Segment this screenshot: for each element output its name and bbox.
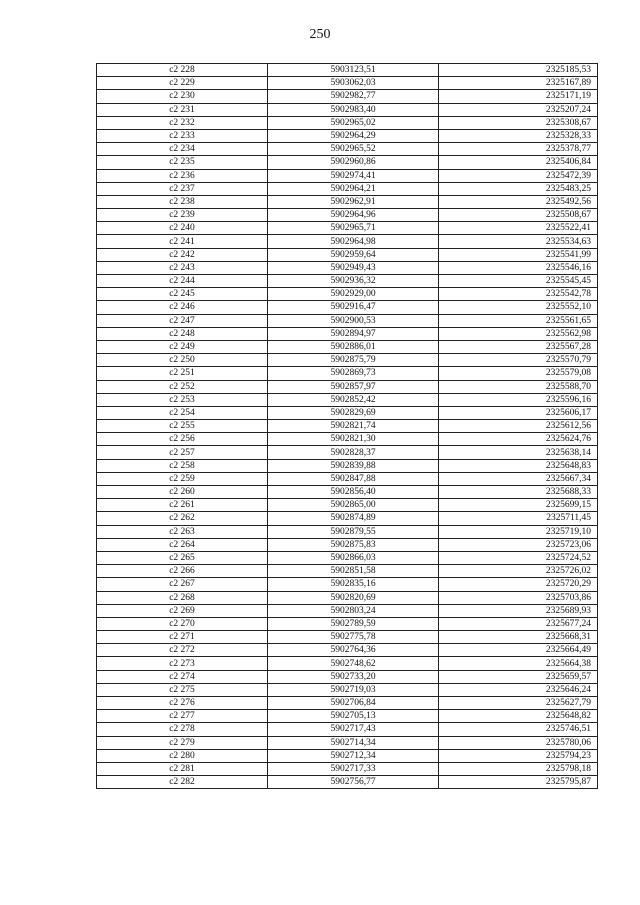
point-id-cell: с2 266 [97,565,268,578]
y-coordinate-cell: 2325664,38 [439,657,598,670]
table-row [97,393,598,406]
table-row [97,406,598,419]
point-id-cell: с2 228 [97,64,268,77]
y-coordinate-cell: 2325552,10 [439,301,598,314]
x-coordinate-cell: 5902821,74 [268,420,439,433]
point-id-cell: с2 244 [97,275,268,288]
table-row [97,77,598,90]
x-coordinate-cell: 5903062,03 [268,77,439,90]
table-row [97,486,598,499]
x-coordinate-cell: 5902869,73 [268,367,439,380]
y-coordinate-cell: 2325570,79 [439,354,598,367]
x-coordinate-cell: 5902962,91 [268,195,439,208]
point-id-cell: с2 278 [97,723,268,736]
y-coordinate-cell: 2325606,17 [439,406,598,419]
y-coordinate-cell: 2325724,52 [439,551,598,564]
point-id-cell: с2 279 [97,736,268,749]
point-id-cell: с2 245 [97,288,268,301]
y-coordinate-cell: 2325561,65 [439,314,598,327]
table-row [97,420,598,433]
y-coordinate-cell: 2325703,86 [439,591,598,604]
y-coordinate-cell: 2325624,76 [439,433,598,446]
x-coordinate-cell: 5902828,37 [268,446,439,459]
point-id-cell: с2 264 [97,538,268,551]
y-coordinate-cell: 2325638,14 [439,446,598,459]
table-row [97,327,598,340]
table-row [97,762,598,775]
x-coordinate-cell: 5902706,84 [268,697,439,710]
table-row [97,340,598,353]
y-coordinate-cell: 2325612,56 [439,420,598,433]
table-row [97,697,598,710]
point-id-cell: с2 234 [97,143,268,156]
table-row [97,182,598,195]
y-coordinate-cell: 2325406,84 [439,156,598,169]
x-coordinate-cell: 5902857,97 [268,380,439,393]
table-row [97,578,598,591]
x-coordinate-cell: 5902847,88 [268,472,439,485]
x-coordinate-cell: 5902865,00 [268,499,439,512]
y-coordinate-cell: 2325472,39 [439,169,598,182]
y-coordinate-cell: 2325185,53 [439,64,598,77]
y-coordinate-cell: 2325522,41 [439,222,598,235]
point-id-cell: с2 265 [97,551,268,564]
point-id-cell: с2 248 [97,327,268,340]
table-row [97,314,598,327]
y-coordinate-cell: 2325688,33 [439,486,598,499]
point-id-cell: с2 241 [97,235,268,248]
point-id-cell: с2 275 [97,683,268,696]
y-coordinate-cell: 2325596,16 [439,393,598,406]
point-id-cell: с2 237 [97,182,268,195]
x-coordinate-cell: 5902875,83 [268,538,439,551]
table-row [97,103,598,116]
point-id-cell: с2 255 [97,420,268,433]
table-row [97,459,598,472]
x-coordinate-cell: 5902717,43 [268,723,439,736]
x-coordinate-cell: 5902839,88 [268,459,439,472]
y-coordinate-cell: 2325328,33 [439,129,598,142]
point-id-cell: с2 250 [97,354,268,367]
y-coordinate-cell: 2325378,77 [439,143,598,156]
y-coordinate-cell: 2325508,67 [439,209,598,222]
point-id-cell: с2 240 [97,222,268,235]
table-row [97,736,598,749]
y-coordinate-cell: 2325719,10 [439,525,598,538]
table-row [97,156,598,169]
table-row [97,723,598,736]
point-id-cell: с2 242 [97,248,268,261]
x-coordinate-cell: 5903123,51 [268,64,439,77]
y-coordinate-cell: 2325689,93 [439,604,598,617]
x-coordinate-cell: 5902756,77 [268,776,439,789]
table-row [97,565,598,578]
x-coordinate-cell: 5902866,03 [268,551,439,564]
table-row [97,433,598,446]
x-coordinate-cell: 5902965,52 [268,143,439,156]
table-row [97,116,598,129]
coordinates-table [96,63,598,789]
table-row [97,591,598,604]
table-row [97,644,598,657]
point-id-cell: с2 251 [97,367,268,380]
point-id-cell: с2 260 [97,486,268,499]
y-coordinate-cell: 2325723,06 [439,538,598,551]
y-coordinate-cell: 2325545,45 [439,275,598,288]
table-row [97,683,598,696]
point-id-cell: с2 254 [97,406,268,419]
y-coordinate-cell: 2325167,89 [439,77,598,90]
table-row [97,631,598,644]
point-id-cell: с2 230 [97,90,268,103]
table-row [97,90,598,103]
x-coordinate-cell: 5902965,02 [268,116,439,129]
y-coordinate-cell: 2325664,49 [439,644,598,657]
y-coordinate-cell: 2325668,31 [439,631,598,644]
y-coordinate-cell: 2325627,79 [439,697,598,710]
table-row [97,195,598,208]
table-row [97,604,598,617]
point-id-cell: с2 280 [97,749,268,762]
table-row [97,301,598,314]
table-row [97,749,598,762]
x-coordinate-cell: 5902894,97 [268,327,439,340]
x-coordinate-cell: 5902714,34 [268,736,439,749]
y-coordinate-cell: 2325720,29 [439,578,598,591]
table-row [97,222,598,235]
x-coordinate-cell: 5902936,32 [268,275,439,288]
y-coordinate-cell: 2325711,45 [439,512,598,525]
coordinates-table-body [97,64,598,789]
point-id-cell: с2 271 [97,631,268,644]
x-coordinate-cell: 5902900,53 [268,314,439,327]
point-id-cell: с2 243 [97,261,268,274]
x-coordinate-cell: 5902964,96 [268,209,439,222]
point-id-cell: с2 259 [97,472,268,485]
y-coordinate-cell: 2325542,78 [439,288,598,301]
x-coordinate-cell: 5902949,43 [268,261,439,274]
x-coordinate-cell: 5902964,29 [268,129,439,142]
x-coordinate-cell: 5902717,33 [268,762,439,775]
table-row [97,525,598,538]
y-coordinate-cell: 2325659,57 [439,670,598,683]
y-coordinate-cell: 2325171,19 [439,90,598,103]
point-id-cell: с2 231 [97,103,268,116]
x-coordinate-cell: 5902820,69 [268,591,439,604]
y-coordinate-cell: 2325746,51 [439,723,598,736]
point-id-cell: с2 281 [97,762,268,775]
x-coordinate-cell: 5902789,59 [268,617,439,630]
x-coordinate-cell: 5902875,79 [268,354,439,367]
point-id-cell: с2 263 [97,525,268,538]
table-row [97,512,598,525]
y-coordinate-cell: 2325534,63 [439,235,598,248]
point-id-cell: с2 247 [97,314,268,327]
x-coordinate-cell: 5902964,98 [268,235,439,248]
point-id-cell: с2 268 [97,591,268,604]
x-coordinate-cell: 5902983,40 [268,103,439,116]
x-coordinate-cell: 5902719,03 [268,683,439,696]
table-row [97,169,598,182]
table-row [97,472,598,485]
table-row [97,209,598,222]
table-row [97,617,598,630]
y-coordinate-cell: 2325541,99 [439,248,598,261]
table-row [97,499,598,512]
table-row [97,261,598,274]
point-id-cell: с2 270 [97,617,268,630]
y-coordinate-cell: 2325798,18 [439,762,598,775]
point-id-cell: с2 282 [97,776,268,789]
x-coordinate-cell: 5902886,01 [268,340,439,353]
table-row [97,248,598,261]
x-coordinate-cell: 5902803,24 [268,604,439,617]
y-coordinate-cell: 2325567,28 [439,340,598,353]
x-coordinate-cell: 5902748,62 [268,657,439,670]
x-coordinate-cell: 5902764,36 [268,644,439,657]
x-coordinate-cell: 5902964,21 [268,182,439,195]
x-coordinate-cell: 5902852,42 [268,393,439,406]
y-coordinate-cell: 2325726,02 [439,565,598,578]
table-row [97,288,598,301]
x-coordinate-cell: 5902821,30 [268,433,439,446]
x-coordinate-cell: 5902705,13 [268,710,439,723]
point-id-cell: с2 274 [97,670,268,683]
x-coordinate-cell: 5902916,47 [268,301,439,314]
point-id-cell: с2 277 [97,710,268,723]
y-coordinate-cell: 2325667,34 [439,472,598,485]
table-row [97,657,598,670]
table-row [97,446,598,459]
table-row [97,776,598,789]
table-row [97,710,598,723]
table-row [97,354,598,367]
y-coordinate-cell: 2325308,67 [439,116,598,129]
point-id-cell: с2 235 [97,156,268,169]
point-id-cell: с2 246 [97,301,268,314]
y-coordinate-cell: 2325546,16 [439,261,598,274]
x-coordinate-cell: 5902965,71 [268,222,439,235]
y-coordinate-cell: 2325492,56 [439,195,598,208]
table-row [97,551,598,564]
y-coordinate-cell: 2325562,98 [439,327,598,340]
x-coordinate-cell: 5902982,77 [268,90,439,103]
point-id-cell: с2 267 [97,578,268,591]
table-row [97,275,598,288]
table-row [97,670,598,683]
point-id-cell: с2 236 [97,169,268,182]
point-id-cell: с2 229 [97,77,268,90]
x-coordinate-cell: 5902851,58 [268,565,439,578]
x-coordinate-cell: 5902929,00 [268,288,439,301]
y-coordinate-cell: 2325579,08 [439,367,598,380]
point-id-cell: с2 257 [97,446,268,459]
x-coordinate-cell: 5902712,34 [268,749,439,762]
point-id-cell: с2 258 [97,459,268,472]
point-id-cell: с2 232 [97,116,268,129]
y-coordinate-cell: 2325483,25 [439,182,598,195]
x-coordinate-cell: 5902733,20 [268,670,439,683]
point-id-cell: с2 252 [97,380,268,393]
x-coordinate-cell: 5902960,86 [268,156,439,169]
x-coordinate-cell: 5902874,89 [268,512,439,525]
x-coordinate-cell: 5902835,16 [268,578,439,591]
point-id-cell: с2 239 [97,209,268,222]
y-coordinate-cell: 2325588,70 [439,380,598,393]
x-coordinate-cell: 5902856,40 [268,486,439,499]
point-id-cell: с2 272 [97,644,268,657]
point-id-cell: с2 238 [97,195,268,208]
point-id-cell: с2 256 [97,433,268,446]
x-coordinate-cell: 5902879,55 [268,525,439,538]
y-coordinate-cell: 2325794,23 [439,749,598,762]
point-id-cell: с2 273 [97,657,268,670]
y-coordinate-cell: 2325207,24 [439,103,598,116]
y-coordinate-cell: 2325648,82 [439,710,598,723]
table-row [97,129,598,142]
point-id-cell: с2 276 [97,697,268,710]
y-coordinate-cell: 2325648,83 [439,459,598,472]
table-row [97,538,598,551]
table-row [97,367,598,380]
y-coordinate-cell: 2325646,24 [439,683,598,696]
table-row [97,235,598,248]
y-coordinate-cell: 2325795,87 [439,776,598,789]
point-id-cell: с2 262 [97,512,268,525]
x-coordinate-cell: 5902959,64 [268,248,439,261]
table-row [97,143,598,156]
page-number: 250 [309,27,331,42]
point-id-cell: с2 261 [97,499,268,512]
table-row [97,380,598,393]
point-id-cell: с2 249 [97,340,268,353]
x-coordinate-cell: 5902829,69 [268,406,439,419]
y-coordinate-cell: 2325677,24 [439,617,598,630]
x-coordinate-cell: 5902775,78 [268,631,439,644]
y-coordinate-cell: 2325780,06 [439,736,598,749]
point-id-cell: с2 253 [97,393,268,406]
table-row [97,64,598,77]
x-coordinate-cell: 5902974,41 [268,169,439,182]
y-coordinate-cell: 2325699,15 [439,499,598,512]
point-id-cell: с2 269 [97,604,268,617]
point-id-cell: с2 233 [97,129,268,142]
